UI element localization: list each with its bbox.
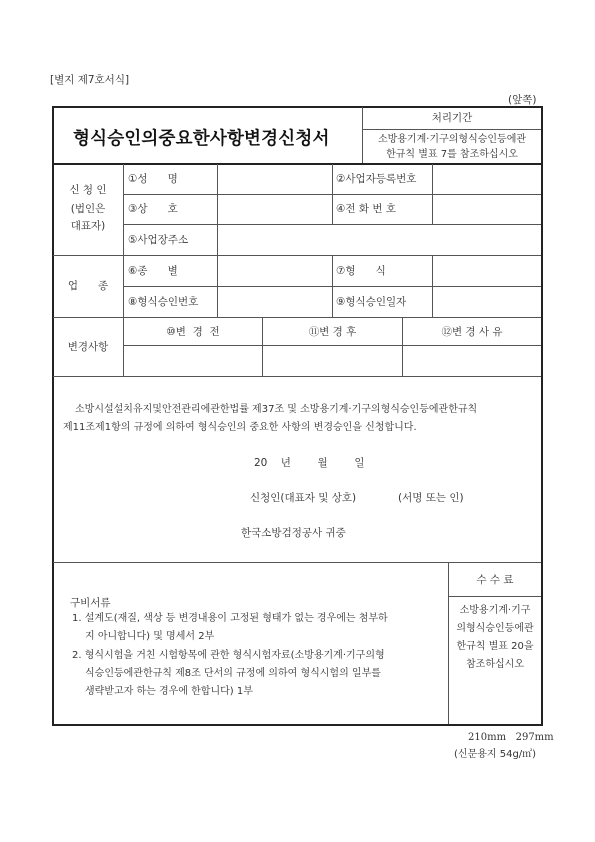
cell-divider <box>217 224 218 255</box>
type-label: ⑥종 별 <box>128 265 178 277</box>
frame-bottom <box>52 724 543 726</box>
cell-divider <box>217 256 218 317</box>
changes-label: 변경사항 <box>67 341 109 353</box>
form-number: [별지 제7호서식] <box>50 74 130 86</box>
section-divider <box>53 317 541 318</box>
after-change-header: ⑪변 경 후 <box>308 326 357 338</box>
attachment-item: 1. 설계도(재질, 색상 등 변경내용이 고정된 형태가 없는 경우에는 첨부하 <box>72 613 388 624</box>
application-date: 20 년 월 일 <box>254 457 365 469</box>
applicant-label: (법인은 <box>70 203 106 215</box>
row-divider <box>124 224 541 225</box>
processing-divider <box>363 129 541 130</box>
addressee: 한국소방검정공사 귀중 <box>241 527 346 539</box>
name-label: ①성 명 <box>128 173 178 185</box>
section-divider <box>53 163 541 165</box>
approval-number-label: ⑧형식승인번호 <box>128 296 199 308</box>
frame-top <box>52 106 543 108</box>
applicant-label: 신 청 인 <box>69 184 107 196</box>
attachment-item: 지 아니합니다) 및 명세서 2부 <box>85 631 215 642</box>
cell-divider <box>432 164 433 224</box>
fee-label: 수 수 료 <box>476 574 514 586</box>
page-side-label: (앞쪽) <box>508 94 537 106</box>
address-label: ⑤사업장주소 <box>128 234 189 246</box>
label-column-divider <box>123 164 124 255</box>
section-divider <box>53 562 541 563</box>
frame-right <box>541 106 543 725</box>
cell-divider <box>432 256 433 317</box>
page-title: 형식승인의중요한사항변경신청서 <box>73 129 330 149</box>
declaration-text: 소방시설설치유지및안전관리에관한법률 제37조 및 소방용기계·기구의형식승인등에관한규칙 <box>75 404 478 415</box>
phone-label: ④전 화 번 호 <box>336 203 396 215</box>
declaration-text: 제11조제1항의 규정에 의하여 형식승인의 중요한 사항의 변경승인을 신청합니다. <box>63 422 417 433</box>
attachment-item: 2. 형식시험을 거친 시험항목에 관한 형식시험자료(소방용기계·기구의형 <box>72 650 385 661</box>
attachment-item: 식승인등에관한규칙 제8조 단서의 규정에 의하여 형식시험의 일부를 <box>85 668 381 679</box>
processing-note: 소방용기계·기구의형식승인등에관 <box>377 134 527 145</box>
signature-note: (서명 또는 인) <box>398 492 464 504</box>
section-divider <box>53 376 541 377</box>
cell-divider <box>217 164 218 224</box>
applicant-signature-line: 신청인(대표자 및 상호) <box>250 492 357 504</box>
fee-note: 소방용기계·기구 <box>459 605 531 616</box>
model-label: ⑦형 식 <box>336 265 386 277</box>
approval-date-label: ⑨형식승인일자 <box>336 296 407 308</box>
processing-period-label: 처리기간 <box>431 112 473 124</box>
fee-divider <box>449 596 541 597</box>
row-divider <box>124 345 541 346</box>
company-name-label: ③상 호 <box>128 203 178 215</box>
cell-divider <box>332 164 333 224</box>
cell-divider <box>332 256 333 317</box>
processing-note: 한규칙 별표 7를 참조하십시오 <box>386 149 518 160</box>
section-divider <box>53 255 541 256</box>
attachments-heading: 구비서류 <box>70 597 111 609</box>
frame-left <box>52 106 54 725</box>
fee-note: 의형식승인등에관 <box>456 623 534 634</box>
fee-note: 한규칙 별표 20을 <box>456 641 534 652</box>
change-reason-header: ⑫변 경 사 유 <box>441 326 503 338</box>
fee-note: 참조하십시오 <box>466 659 524 670</box>
applicant-label: 대표자) <box>70 220 106 232</box>
business-reg-no-label: ②사업자등록번호 <box>336 173 417 185</box>
item-label: 업 종 <box>67 280 109 292</box>
paper-type: (신문용지 54g/㎡) <box>454 749 537 760</box>
attachment-item: 생략받고자 하는 경우에 한합니다) 1부 <box>85 686 253 697</box>
before-change-header: ⑩변 경 전 <box>166 326 220 338</box>
paper-size: 210mm 297mm <box>468 732 554 743</box>
